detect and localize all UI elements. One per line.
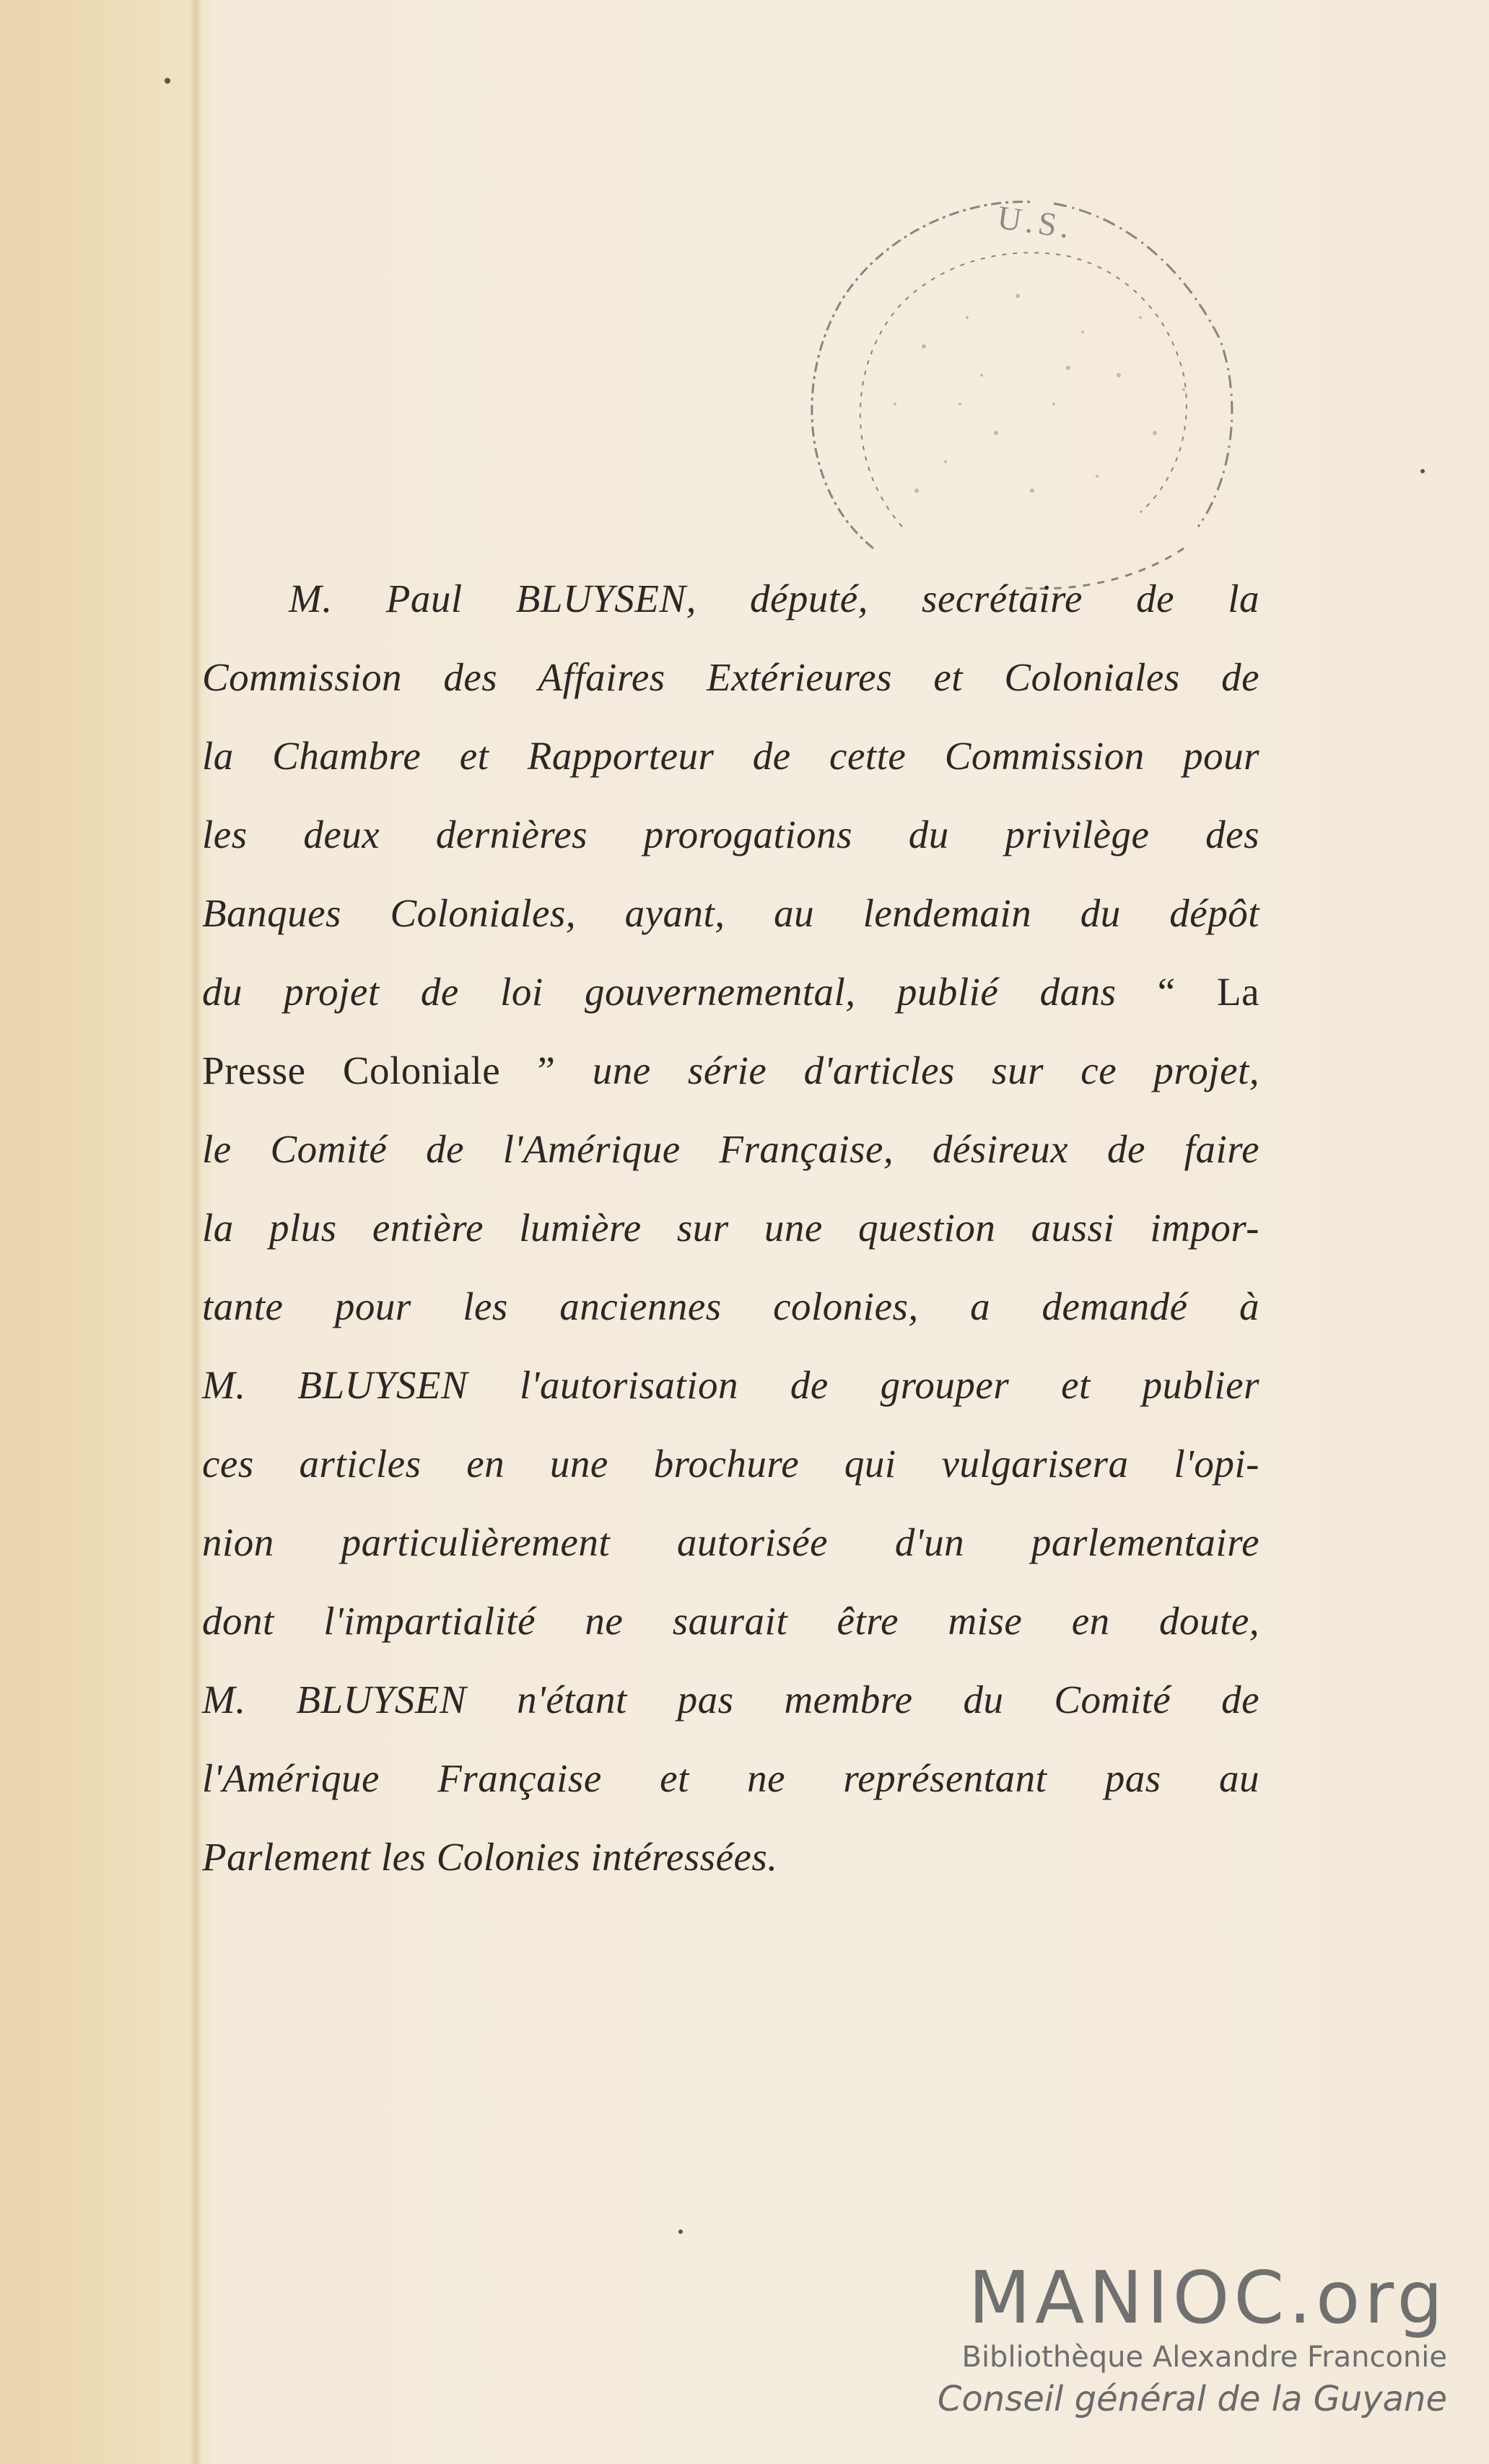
text-line xyxy=(202,1739,1259,1818)
binding-edge xyxy=(189,0,202,2464)
text-line xyxy=(202,1582,1259,1660)
text-fragment: Parlement les Colonies intéressées. xyxy=(202,1835,778,1879)
logo-council-name: Conseil général de la Guyane xyxy=(937,2379,1447,2419)
manioc-logo xyxy=(927,2255,1447,2421)
text-fragment: dont l'impartialité ne saurait être mise en doute, xyxy=(202,1599,1259,1643)
text-fragment: la plus entière lumière sur une question aussi impor- xyxy=(202,1206,1259,1250)
text-fragment: la Chambre et Rapporteur de cette Commission pour xyxy=(202,734,1259,778)
text-line xyxy=(202,1818,1259,1896)
library-stamp xyxy=(780,188,1256,592)
text-line xyxy=(202,952,1259,1031)
text-line xyxy=(202,1660,1259,1739)
body-paragraph xyxy=(202,559,1259,1896)
text-fragment: une série d'articles sur ce projet, xyxy=(592,1048,1260,1092)
text-line xyxy=(202,1188,1259,1267)
text-fragment: “ La xyxy=(1157,970,1259,1014)
text-line xyxy=(202,1110,1259,1188)
text-fragment: ces articles en une brochure qui vulgarisera l'opi- xyxy=(202,1442,1259,1486)
text-fragment: le Comité de l'Amérique Française, désireux de faire xyxy=(202,1127,1259,1171)
text-fragment: tante pour les anciennes colonies, a demandé à xyxy=(202,1284,1259,1328)
text-fragment: nion particulièrement autorisée d'un parlementaire xyxy=(202,1520,1259,1564)
text-line xyxy=(202,1503,1259,1582)
text-fragment: du projet de loi gouvernemental, publié dans xyxy=(202,970,1158,1014)
text-line xyxy=(202,559,1259,638)
text-fragment: M. Paul BLUYSEN, député, secrétaire de la xyxy=(289,576,1259,621)
text-fragment: Presse Coloniale ” xyxy=(202,1048,593,1092)
stamp-text: U.S. xyxy=(995,198,1076,246)
text-line xyxy=(202,874,1259,952)
logo-library-name: Bibliothèque Alexandre Franconie xyxy=(961,2341,1447,2374)
text-line xyxy=(202,1267,1259,1346)
text-line xyxy=(202,716,1259,795)
text-line xyxy=(202,1346,1259,1424)
text-fragment: Banques Coloniales, ayant, au lendemain du dépôt xyxy=(202,891,1259,935)
text-fragment: M. BLUYSEN n'étant pas membre du Comité de xyxy=(202,1678,1259,1722)
text-line xyxy=(202,1424,1259,1503)
text-fragment: M. BLUYSEN l'autorisation de grouper et publier xyxy=(202,1363,1259,1407)
text-line xyxy=(202,1031,1259,1110)
text-fragment: Commission des Affaires Extérieures et Coloniales de xyxy=(202,655,1259,699)
text-line xyxy=(202,638,1259,716)
text-fragment: l'Amérique Française et ne représentant pas au xyxy=(202,1756,1259,1800)
text-line xyxy=(202,795,1259,874)
logo-mark: MANIOC.org xyxy=(968,2255,1447,2340)
text-fragment: les deux dernières prorogations du privilège des xyxy=(202,812,1259,856)
